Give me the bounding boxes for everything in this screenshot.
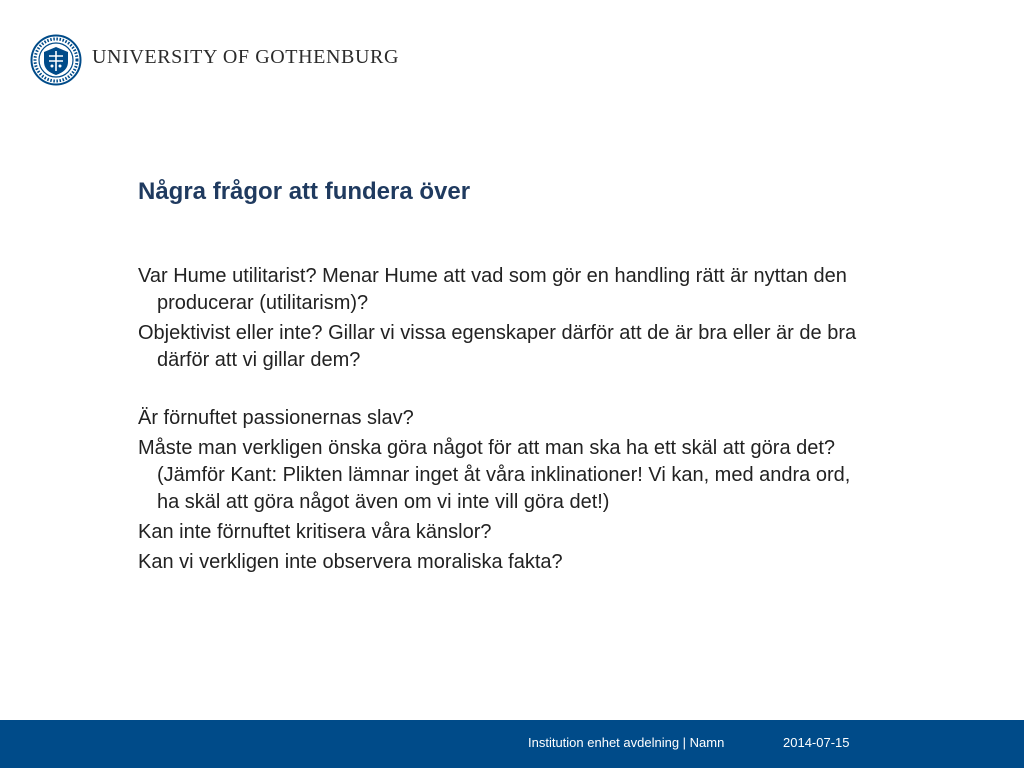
footer-bar <box>0 720 1024 768</box>
slide-body <box>138 263 878 579</box>
footer-date: 2014-07-15 <box>783 735 850 750</box>
question-paragraph: Objektivist eller inte? Gillar vi vissa egenskaper därför att de är bra eller är de bra därför att vi gillar dem? <box>138 322 857 371</box>
question-paragraph: Måste man verkligen önska göra något för att man ska ha ett skäl att göra det? (Jämför Kant: Plikten lämnar inget åt våra inklinationer! Vi kan, med andra ord, ha skäl att göra något även om vi inte vill göra det!) <box>138 437 851 513</box>
question-paragraph: Var Hume utilitarist? Menar Hume att vad som gör en handling rätt är nyttan den producerar (utilitarism)? <box>138 265 847 314</box>
university-seal-icon <box>30 34 82 86</box>
question-paragraph: Kan vi verkligen inte observera moraliska fakta? <box>138 551 563 573</box>
question-paragraph: Kan inte förnuftet kritisera våra känslor? <box>138 521 492 543</box>
slide-title: Några frågor att fundera över <box>138 178 471 205</box>
question-paragraph: Är förnuftet passionernas slav? <box>138 407 414 429</box>
footer-department: Institution enhet avdelning | Namn <box>528 735 725 750</box>
university-name: UNIVERSITY OF GOTHENBURG <box>92 46 399 68</box>
